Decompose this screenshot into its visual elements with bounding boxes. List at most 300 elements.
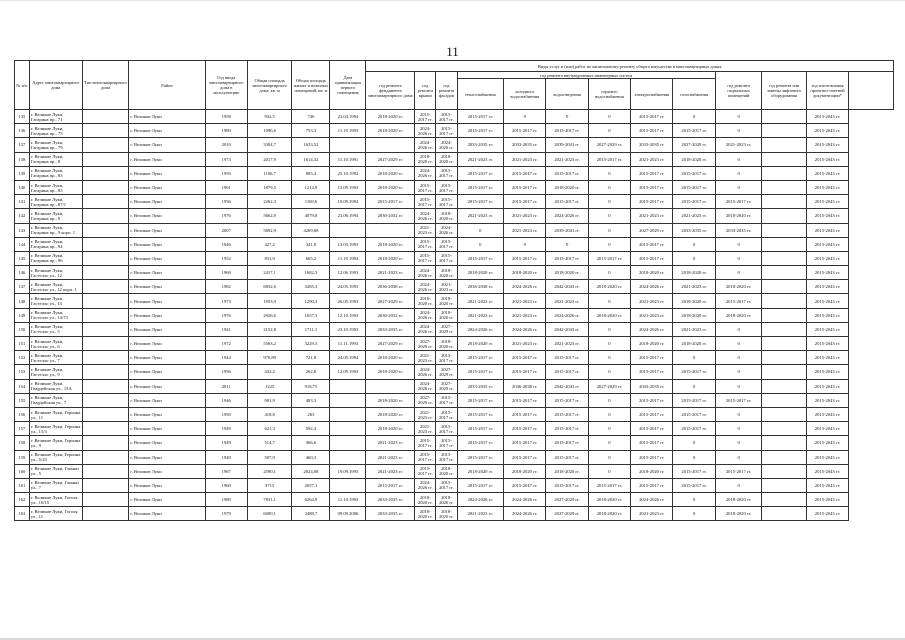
row-gas: 2033-2035 гг. (673, 223, 715, 237)
row-cold-water: 2021-2023 гг. (504, 308, 546, 322)
table-row (15, 166, 894, 180)
row-living-area: 2024,08 (292, 464, 330, 478)
row-num: 147 (15, 280, 30, 294)
row-roof: 2024-2026 гг. (415, 166, 436, 180)
row-type (82, 180, 129, 194)
row-year: 2010 (205, 138, 247, 152)
row-address: г. Великие Луки, Гастелло ул., 5 (29, 322, 82, 336)
row-district: г. Великие Луки (129, 351, 205, 365)
row-elevator (762, 251, 806, 265)
row-heat: 2036-2038 гг. (457, 280, 504, 294)
row-facade: 2015-2017 гг. (436, 351, 457, 365)
row-basement: 0 (715, 407, 762, 421)
row-foundation: 2018-2020 гг. (366, 180, 415, 194)
row-hot-water: 0 (588, 322, 630, 336)
row-cold-water: 2015-2017 гг. (504, 478, 546, 492)
header-roof: год ремонта крыши (415, 72, 436, 110)
header-address: Адрес многоквартирного дома (29, 61, 82, 110)
row-hot-water: 0 (588, 180, 630, 194)
row-gas: 2015-2017 гг. (673, 464, 715, 478)
row-basement: 0 (715, 422, 762, 436)
row-elevator (762, 180, 806, 194)
header-drainage: водоотведения (546, 79, 588, 110)
row-address: г. Великие Луки, Гастелло ул., 12 корп. 1 (29, 280, 82, 294)
table-row (15, 393, 894, 407)
header-type: Тип многоквартирного дома (82, 61, 129, 110)
row-cold-water: 2024-2026 гг. (504, 493, 546, 507)
row-roof: 2018-2020 гг. (415, 152, 436, 166)
row-type (82, 124, 129, 138)
row-type (82, 351, 129, 365)
row-heat: 2024-2026 гг. (457, 322, 504, 336)
row-district: г. Великие Луки (129, 407, 205, 421)
row-electric: 2027-2029 гг. (631, 223, 673, 237)
row-living-area: 366,6 (292, 436, 330, 450)
row-privatization: 13.09.1993 (330, 180, 366, 194)
row-gas: 2015-2017 гг. (673, 393, 715, 407)
row-year: 1949 (205, 450, 247, 464)
row-electric: 2024-2026 гг. (631, 493, 673, 507)
row-roof: 2018-2020 гг. (415, 507, 436, 521)
row-type (82, 138, 129, 152)
row-num: 146 (15, 266, 30, 280)
row-address: г. Великие Луки, Героина ул., 9 (29, 436, 82, 450)
header-total-area: Общая площадь многоквартирного дома, кв. м (247, 61, 291, 110)
scan-top-edge (0, 0, 905, 1)
row-privatization (330, 436, 366, 450)
row-drainage: 2015-2017 гг. (546, 124, 588, 138)
row-spare: 2015-2043 гг. (806, 365, 848, 379)
row-facade: 2015-2017 гг. (436, 124, 457, 138)
row-num: 137 (15, 138, 30, 152)
row-heat: 2015-2017 гг. (457, 478, 504, 492)
row-drainage: 2042-2043 гг. (546, 280, 588, 294)
row-basement: 0 (715, 237, 762, 251)
row-spare: 2015-2043 гг. (806, 294, 848, 308)
row-drainage: 2018-2020 гг. (546, 180, 588, 194)
row-spare: 2015-2043 гг. (806, 493, 848, 507)
row-cold-water: 2015-2017 гг. (504, 450, 546, 464)
row-spare: 2015-2043 гг. (806, 322, 848, 336)
row-cold-water: 2021-2023 гг. (504, 209, 546, 223)
row-spare: 2015-2043 гг. (806, 180, 848, 194)
row-drainage: 2018-2020 гг. (546, 464, 588, 478)
header-gas: газоснабжения (673, 79, 715, 110)
row-elevator (762, 436, 806, 450)
row-living-area: 1290,3 (292, 294, 330, 308)
row-electric: 2033-2035 гг. (631, 138, 673, 152)
row-elevator (762, 450, 806, 464)
row-roof: 2018-2020 гг. (415, 294, 436, 308)
table-header (15, 61, 894, 110)
row-heat: 2021-2023 гг. (457, 294, 504, 308)
row-cold-water: 2024-2026 гг. (504, 280, 546, 294)
row-elevator (762, 266, 806, 280)
row-electric: 2015-2017 гг. (631, 365, 673, 379)
row-spare: 2015-2043 гг. (806, 351, 848, 365)
row-type (82, 195, 129, 209)
row-type (82, 379, 129, 393)
row-elevator (762, 223, 806, 237)
row-foundation (366, 223, 415, 237)
row-heat: 2015-2017 гг. (457, 365, 504, 379)
row-electric: 2024-2026 гг. (631, 322, 673, 336)
row-electric: 2015-2017 гг. (631, 450, 673, 464)
row-heat: 2015-2017 гг. (457, 436, 504, 450)
row-living-area: 262,8 (292, 365, 330, 379)
table-row (15, 308, 894, 322)
row-district: г. Великие Луки (129, 266, 205, 280)
row-drainage: 2015-2017 гг. (546, 478, 588, 492)
row-electric: 2015-2017 гг. (631, 237, 673, 251)
row-year: 1956 (205, 365, 247, 379)
row-num: 158 (15, 436, 30, 450)
row-gas: 2015-2017 гг. (673, 422, 715, 436)
table-row (15, 180, 894, 194)
row-type (82, 436, 129, 450)
row-spare: 2015-2043 гг. (806, 152, 848, 166)
row-facade: 2021-2023 гг. (436, 280, 457, 294)
table-row (15, 266, 894, 280)
row-living-area: 1682,3 (292, 266, 330, 280)
row-year: 1958 (205, 110, 247, 124)
row-electric: 2021-2023 гг. (631, 308, 673, 322)
row-year: 1980 (205, 124, 247, 138)
row-total-area: 5563,2 (247, 337, 291, 351)
row-roof: 2024-2026 гг. (415, 266, 436, 280)
row-basement: 0 (715, 251, 762, 265)
row-elevator (762, 478, 806, 492)
row-elevator (762, 152, 806, 166)
row-privatization: 23.04.1994 (330, 110, 366, 124)
row-cold-water: 2015-2017 гг. (504, 436, 546, 450)
row-living-area: 1711,1 (292, 322, 330, 336)
row-year: 1941 (205, 322, 247, 336)
row-foundation: 2027-2029 гг. (366, 152, 415, 166)
row-hot-water: 2018-2020 гг. (588, 280, 630, 294)
row-elevator (762, 393, 806, 407)
row-drainage: 2015-2017 гг. (546, 393, 588, 407)
row-drainage: 2021-2023 гг. (546, 152, 588, 166)
row-heat: 0 (457, 223, 504, 237)
row-basement: 0 (715, 365, 762, 379)
row-total-area: 1879,5 (247, 180, 291, 194)
row-basement: 0 (715, 379, 762, 393)
row-electric: 2021-2023 гг. (631, 294, 673, 308)
repair-schedule-sheet (14, 60, 894, 521)
row-privatization: 25.10.1992 (330, 166, 366, 180)
row-foundation: 2021-2023 гг. (366, 464, 415, 478)
row-elevator (762, 365, 806, 379)
row-heat: 0 (457, 237, 504, 251)
row-facade: 2018-2020 гг. (436, 209, 457, 223)
row-basement: 2018-2020 гг. (715, 493, 762, 507)
row-year: 1961 (205, 180, 247, 194)
row-drainage: 2015-2017 гг. (546, 436, 588, 450)
table-row (15, 124, 894, 138)
row-total-area: 970,89 (247, 351, 291, 365)
row-privatization: 12.06.1993 (330, 266, 366, 280)
row-address: г. Великие Луки, Гастелло ул., 14/73 (29, 308, 82, 322)
row-district: г. Великие Луки (129, 322, 205, 336)
table-row (15, 507, 894, 521)
row-address: г. Великие Луки, Гастелло ул., 13 (29, 294, 82, 308)
row-foundation: 2015-2017 гг. (366, 478, 415, 492)
row-district: г. Великие Луки (129, 251, 205, 265)
row-total-area: 2017,9 (247, 152, 291, 166)
row-cold-water: 2015-2017 гг. (504, 351, 546, 365)
row-district: г. Великие Луки (129, 280, 205, 294)
row-living-area: 1214,9 (292, 180, 330, 194)
row-privatization: 10.09.1994 (330, 195, 366, 209)
row-electric: 2021-2023 гг. (631, 152, 673, 166)
row-hot-water: 0 (588, 124, 630, 138)
row-hot-water: 0 (588, 436, 630, 450)
row-electric: 2018-2020 гг. (631, 266, 673, 280)
row-cold-water: 2015-2017 гг. (504, 124, 546, 138)
row-address: г. Великие Луки, Гагарина пр., 85 (29, 180, 82, 194)
row-year: 1982 (205, 280, 247, 294)
row-address: г. Великие Луки, Гагарина пр., 94 (29, 237, 82, 251)
row-gas: 2027-2029 гг. (673, 138, 715, 152)
row-address: г. Великие Луки, Гагарина пр., 87/1 (29, 195, 82, 209)
row-facade: 2018-2020 гг. (436, 337, 457, 351)
row-total-area: 418,8 (247, 407, 291, 421)
row-drainage: 2039-2041 гг. (546, 138, 588, 152)
row-facade: 2015-2017 гг. (436, 166, 457, 180)
row-num: 153 (15, 365, 30, 379)
row-district: г. Великие Луки (129, 464, 205, 478)
row-hot-water: 0 (588, 393, 630, 407)
row-hot-water: 2018-2020 гг. (588, 493, 630, 507)
row-address: г. Великие Луки, Глинки ул., 5 (29, 464, 82, 478)
row-district: г. Великие Луки (129, 237, 205, 251)
row-elevator (762, 422, 806, 436)
row-foundation (366, 379, 415, 393)
row-electric: 2015-2017 гг. (631, 180, 673, 194)
table-row (15, 436, 894, 450)
row-district: г. Великие Луки (129, 507, 205, 521)
row-privatization: 24.05.1993 (330, 280, 366, 294)
row-cold-water: 2015-2017 гг. (504, 180, 546, 194)
row-heat: 2021-2023 гг. (457, 507, 504, 521)
row-electric: 2015-2017 гг. (631, 195, 673, 209)
row-privatization: 24.05.1994 (330, 351, 366, 365)
row-cold-water: 2015-2017 гг. (504, 365, 546, 379)
row-district: г. Великие Луки (129, 422, 205, 436)
header-district: Район (129, 61, 205, 110)
row-year: 1956 (205, 195, 247, 209)
row-year: 1976 (205, 308, 247, 322)
row-total-area: 1096,6 (247, 124, 291, 138)
row-drainage: 2018-2020 гг. (546, 266, 588, 280)
row-total-area: 831,9 (247, 251, 291, 265)
header-year: Год ввода многоквартирного дома в эксплуатацию (205, 61, 247, 110)
row-hot-water: 2018-2020 гг. (588, 308, 630, 322)
row-spare: 2015-2043 гг. (806, 209, 848, 223)
row-heat: 2021-2023 гг. (457, 308, 504, 322)
row-basement: 0 (715, 124, 762, 138)
row-foundation: 2018-2020 гг. (366, 124, 415, 138)
row-heat: 2015-2017 гг. (457, 393, 504, 407)
row-roof: 2027-2029 гг. (415, 337, 436, 351)
row-total-area: 507,9 (247, 450, 291, 464)
row-facade: 2018-2020 гг. (436, 308, 457, 322)
row-drainage: 2021-2023 гг. (546, 294, 588, 308)
row-electric: 2015-2017 гг. (631, 110, 673, 124)
row-drainage: 2015-2017 гг. (546, 166, 588, 180)
row-spare: 2015-2043 гг. (806, 237, 848, 251)
row-roof: 2018-2020 гг. (415, 493, 436, 507)
row-privatization: 12.10.1993 (330, 308, 366, 322)
row-address: г. Великие Луки, Гагарина пр., 83 (29, 166, 82, 180)
row-roof: 2015-2017 гг. (415, 180, 436, 194)
row-basement: 2018-2020 гг. (715, 507, 762, 521)
row-year: 1949 (205, 422, 247, 436)
row-type (82, 422, 129, 436)
row-gas: 0 (673, 251, 715, 265)
row-facade: 2018-2020 гг. (436, 294, 457, 308)
row-year: 1973 (205, 152, 247, 166)
row-spare: 2015-2043 гг. (806, 195, 848, 209)
row-privatization: 11.10.1993 (330, 124, 366, 138)
row-gas: 2018-2020 гг. (673, 308, 715, 322)
header-spare (849, 72, 894, 110)
row-spare: 2015-2043 гг. (806, 266, 848, 280)
row-cold-water: 2033-2035 гг. (504, 138, 546, 152)
table-row (15, 478, 894, 492)
row-facade: 2015-2017 гг. (436, 180, 457, 194)
row-address: г. Великие Луки, Гвардейская ул., 15А (29, 379, 82, 393)
row-total-area: 6000,1 (247, 507, 291, 521)
row-type (82, 251, 129, 265)
row-type (82, 337, 129, 351)
row-foundation: 2030-2032 гг. (366, 308, 415, 322)
row-electric: 2015-2017 гг. (631, 251, 673, 265)
row-living-area: 746 (292, 110, 330, 124)
row-district: г. Великие Луки (129, 223, 205, 237)
row-living-area: 1614,32 (292, 152, 330, 166)
header-basement: год ремонта подвальных помещений (715, 72, 762, 110)
row-elevator (762, 209, 806, 223)
row-gas: 2018-2020 гг. (673, 152, 715, 166)
row-cold-water: 2021-2023 гг. (504, 337, 546, 351)
row-type (82, 209, 129, 223)
row-district: г. Великие Луки (129, 478, 205, 492)
table-row (15, 209, 894, 223)
row-facade: 2018-2020 гг. (436, 493, 457, 507)
row-elevator (762, 237, 806, 251)
row-facade: 2015-2017 гг. (436, 478, 457, 492)
row-basement: 0 (715, 351, 762, 365)
table-row (15, 464, 894, 478)
row-foundation: 2021-2023 гг. (366, 266, 415, 280)
row-facade: 2024-2026 гг. (436, 223, 457, 237)
row-drainage: 2024-2026 гг. (546, 209, 588, 223)
row-heat: 2018-2020 гг. (457, 464, 504, 478)
row-year: 1976 (205, 209, 247, 223)
row-total-area: 621,3 (247, 422, 291, 436)
row-spare: 2015-2043 гг. (806, 251, 848, 265)
row-gas: 0 (673, 237, 715, 251)
header-num: № п/п (15, 61, 30, 110)
row-num: 144 (15, 237, 30, 251)
row-electric: 2018-2020 гг. (631, 464, 673, 478)
row-roof: 2015-2017 гг. (415, 251, 436, 265)
row-address: г. Великие Луки, Гвардейская ул., 7 (29, 393, 82, 407)
row-elevator (762, 195, 806, 209)
row-living-area: 3229,3 (292, 337, 330, 351)
row-cold-water: 2015-2017 гг. (504, 422, 546, 436)
row-cold-water: 2015-2017 гг. (504, 195, 546, 209)
row-heat: 2015-2017 гг. (457, 180, 504, 194)
row-cold-water: 2036-2038 гг. (504, 379, 546, 393)
row-address: г. Великие Луки, Гастелло ул., 7 (29, 351, 82, 365)
row-living-area: 1633,52 (292, 138, 330, 152)
row-foundation: 2033-2035 гг. (366, 322, 415, 336)
row-cold-water: 2021-2023 гг. (504, 152, 546, 166)
row-num: 136 (15, 124, 30, 138)
row-hot-water: 0 (588, 223, 630, 237)
row-address: г. Великие Луки, Героина ул., 15/3 (29, 422, 82, 436)
row-elevator (762, 379, 806, 393)
row-type (82, 266, 129, 280)
table-row (15, 351, 894, 365)
row-cold-water: 2024-2026 гг. (504, 507, 546, 521)
row-district: г. Великие Луки (129, 110, 205, 124)
row-basement: 2018-2020 гг. (715, 209, 762, 223)
row-facade: 2015-2017 гг. (436, 407, 457, 421)
row-foundation: 2018-2020 гг. (366, 251, 415, 265)
row-total-area: 514,7 (247, 436, 291, 450)
row-address: г. Великие Луки, Гагарина пр., 8 (29, 152, 82, 166)
row-hot-water: 0 (588, 237, 630, 251)
table-row (15, 195, 894, 209)
row-num: 155 (15, 393, 30, 407)
row-privatization: 11.10.1994 (330, 251, 366, 265)
row-spare: 2015-2043 гг. (806, 138, 848, 152)
row-facade: 2024-2026 гг. (436, 138, 457, 152)
row-heat: 2015-2017 гг. (457, 166, 504, 180)
row-electric: 2024-2026 гг. (631, 280, 673, 294)
row-num: 135 (15, 110, 30, 124)
row-facade: 2027-2029 гг. (436, 379, 457, 393)
row-basement: 0 (715, 152, 762, 166)
row-roof: 2015-2017 гг. (415, 237, 436, 251)
row-spare: 2015-2043 гг. (806, 337, 848, 351)
row-drainage: 2015-2017 гг. (546, 195, 588, 209)
row-year: 1969 (205, 266, 247, 280)
row-electric: 2015-2017 гг. (631, 407, 673, 421)
row-basement: 2018-2020 гг. (715, 308, 762, 322)
table-row (15, 223, 894, 237)
row-drainage: 2027-2029 гг. (546, 507, 588, 521)
row-drainage: 2015-2017 гг. (546, 450, 588, 464)
row-hot-water: 0 (588, 351, 630, 365)
row-cold-water: 0 (504, 110, 546, 124)
row-elevator (762, 322, 806, 336)
row-hot-water: 2015-2017 гг. (588, 478, 630, 492)
row-living-area: 885,4 (292, 166, 330, 180)
row-roof: 2024-2026 гг. (415, 138, 436, 152)
row-foundation: 2033-2035 гг. (366, 507, 415, 521)
row-district: г. Великие Луки (129, 138, 205, 152)
row-elevator (762, 493, 806, 507)
row-elevator (762, 138, 806, 152)
row-elevator (762, 308, 806, 322)
row-total-area: 2590,1 (247, 464, 291, 478)
row-spare: 2015-2043 гг. (806, 379, 848, 393)
